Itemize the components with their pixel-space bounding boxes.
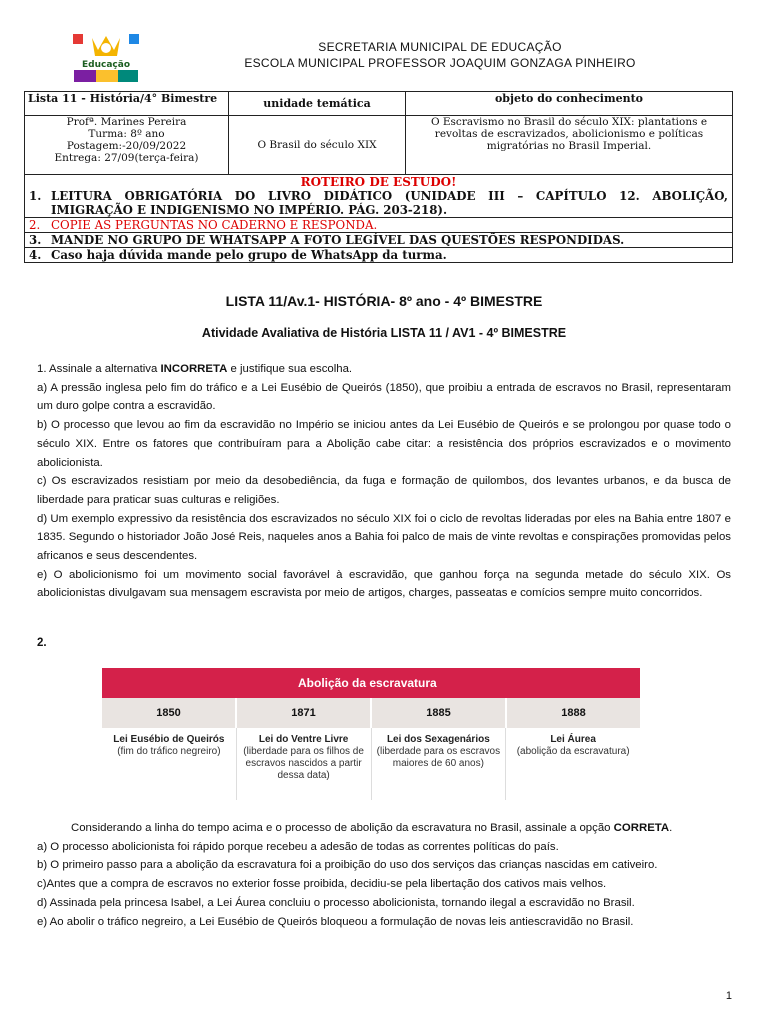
school-logo xyxy=(70,32,142,84)
option-c: c) Os escravizados resistiam por meio da desobediência, da fuga e formação de quilombos, dos levantes urbanos, e da busca de liberdade para praticar suas culturas e religiões. xyxy=(37,475,731,506)
list-title: LISTA 11/Av.1- HISTÓRIA- 8º ano - 4º BIMESTRE xyxy=(225,293,543,309)
option-b: b) O primeiro passo para a abolição da escravatura foi a proibição do uso dos serviços das crianças nascidas em cativeiro. xyxy=(37,859,658,872)
secretaria-title: SECRETARIA MUNICIPAL DE EDUCAÇÃO xyxy=(318,40,562,54)
timeline-year: 1850 xyxy=(102,698,237,728)
timeline-law: Lei do Ventre Livre (liberdade para os filhos de escravos nascidos a partir dessa data) xyxy=(237,728,372,800)
question-2 xyxy=(37,819,731,931)
object-header-cell: objeto do conhecimento xyxy=(406,92,733,116)
question-2-stem: Considerando a linha do tempo acima e o processo de abolição da escravatura no Brasil, assinale a opção CORRETA. xyxy=(71,822,673,834)
educacao-logo-icon xyxy=(70,32,142,84)
teacher-info-cell xyxy=(25,116,229,175)
option-d: d) Um exemplo expressivo da resistência dos escravizados no século XIX foi o ciclo de revoltas lideradas por eles na Bahia entre 1807 e 1835. Segundo o historiador João José Reis, naqueles anos a Bahia foi palco de mais de vinte revoltas e conspirações promovidas pelos africanos e seus descendentes. xyxy=(37,512,731,563)
timeline-law: Lei dos Sexagenários (liberdade para os escravos maiores de 60 anos) xyxy=(372,728,507,800)
page-number: 1 xyxy=(725,990,732,1002)
teacher-name: Profª. Marines Pereira xyxy=(66,116,187,128)
timeline-year: 1871 xyxy=(237,698,372,728)
object-cell: O Escravismo no Brasil do século XIX: plantations e revoltas de escravizados, abolicionismo e políticas migratórias no Brasil Imperial. xyxy=(406,116,733,175)
posted-date: Postagem:-20/09/2022 xyxy=(66,140,187,152)
activity-title: Atividade Avaliativa de História LISTA 11 / AV1 - 4º BIMESTRE xyxy=(201,326,567,340)
unit-cell: O Brasil do século XIX xyxy=(229,116,406,175)
roteiro-item: 1. LEITURA OBRIGATÓRIA DO LIVRO DIDÁTICO (UNIDADE III – CAPÍTULO 12. ABOLIÇÃO, IMIGRAÇÃO E INDIGENISMO NO IMPÉRIO. PÁG. 203-218). xyxy=(29,189,728,217)
school-name: ESCOLA MUNICIPAL PROFESSOR JOAQUIM GONZAGA PINHEIRO xyxy=(244,56,636,70)
roteiro-title: ROTEIRO DE ESTUDO! xyxy=(300,175,457,189)
timeline-years xyxy=(102,698,640,728)
roteiro-cell xyxy=(25,175,733,263)
option-e: e) O abolicionismo foi um movimento social favorável à escravidão, que ganhou força na segunda metade do século XIX. Os abolicionistas divulgavam sua mensagem escravista por meio de artigos, charges, passeatas e comícios sempre muito concorridos. xyxy=(37,568,731,600)
abolition-timeline xyxy=(102,668,640,804)
question-1-stem: 1. Assinale a alternativa INCORRETA e justifique sua escolha. xyxy=(37,363,353,375)
info-table xyxy=(24,91,733,263)
roteiro-item: 2. COPIE AS PERGUNTAS NO CADERNO E RESPONDA. xyxy=(25,217,732,232)
option-b: b) O processo que levou ao fim da escravidão no Império se iniciou antes da Lei Eusébio de Queirós e se prolongou por quase todo o século XIX. Entre os fatores que contribuíram para a Abolição cabe citar: a resistência dos próprios escravizados e o movimento abolicionista. xyxy=(37,419,731,469)
option-d: d) Assinada pela princesa Isabel, a Lei Áurea concluiu o processo abolicionista, tornando ilegal a escravidão no Brasil. xyxy=(37,896,635,909)
timeline-title: Abolição da escravatura xyxy=(102,668,640,698)
delivery-date: Entrega: 27/09(terça-feira) xyxy=(54,152,199,164)
list-title-cell: Lista 11 - História/4° Bimestre xyxy=(25,92,229,116)
option-a: a) A pressão inglesa pelo fim do tráfico e a Lei Eusébio de Queirós (1850), que proibiu a entrada de escravos no Brasil, representaram um duro golpe contra a escravidão. xyxy=(37,381,731,413)
option-c: c)Antes que a compra de escravos no exterior fosse proibida, decidiu-se pela libertação dos cativos mais velhos. xyxy=(37,878,607,891)
question-2-number: 2. xyxy=(37,637,47,649)
unit-header-cell: unidade temática xyxy=(229,92,406,116)
roteiro-list xyxy=(25,189,732,262)
timeline-year: 1885 xyxy=(372,698,507,728)
class-name: Turma: 8º ano xyxy=(88,128,165,140)
timeline-law: Lei Áurea (abolição da escravatura) xyxy=(516,734,630,757)
roteiro-item: 4. Caso haja dúvida mande pelo grupo de WhatsApp da turma. xyxy=(25,247,732,262)
option-e: e) Ao abolir o tráfico negreiro, a Lei Eusébio de Queirós bloqueou a formulação de novas leis antiescravidão no Brasil. xyxy=(37,915,634,928)
roteiro-item: 3. MANDE NO GRUPO DE WHATSAPP A FOTO LEGÍVEL DAS QUESTÕES RESPONDIDAS. xyxy=(25,232,732,247)
timeline-law: Lei Eusébio de Queirós (fim do tráfico negreiro) xyxy=(102,728,237,800)
question-1 xyxy=(37,360,731,603)
timeline-year: 1888 xyxy=(561,707,586,719)
school-header xyxy=(160,40,720,70)
logo-text: Educação xyxy=(82,60,130,70)
timeline-laws xyxy=(102,728,640,800)
option-a: a) O processo abolicionista foi rápido porque recebeu a adesão de todas as correntes políticas do país. xyxy=(37,840,559,853)
